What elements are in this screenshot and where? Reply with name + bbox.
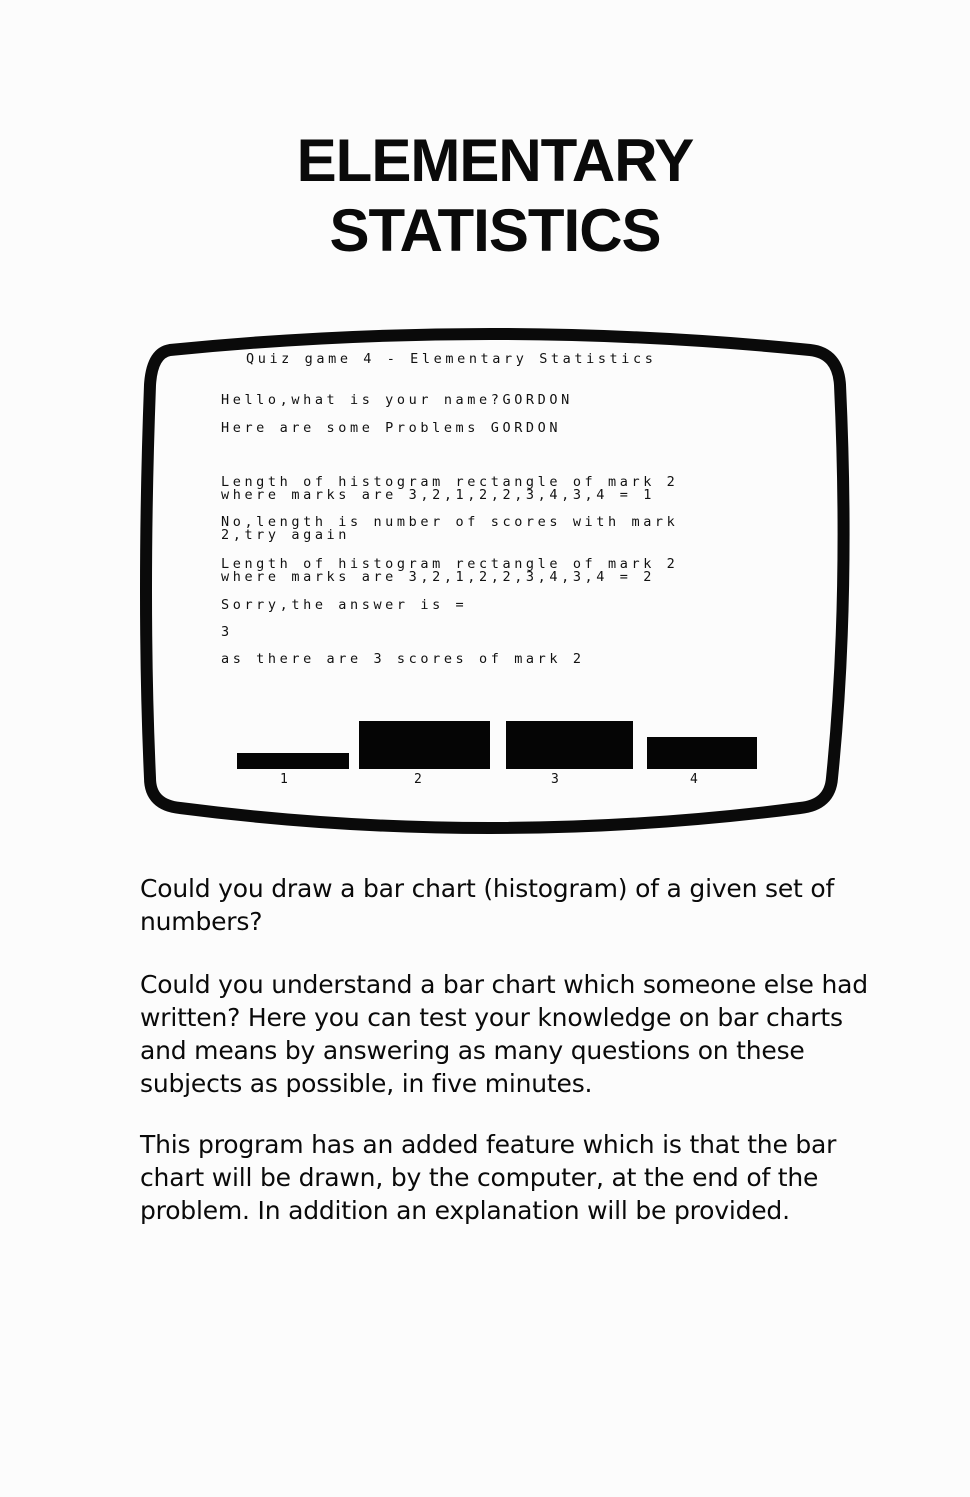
histogram-label-3: 3 [551, 772, 559, 787]
page-title-line-1: ELEMENTARY [296, 127, 694, 194]
screen-line-answer: 3 [221, 624, 233, 640]
paragraph-2: Could you understand a bar chart which someone else had written? Here you can test your knowledge on bar charts and means by answering as many questions on these subjects as possible, in five minutes. [140, 970, 868, 1098]
screen-line-name-prompt: Hello,what is your name?GORDON [221, 392, 573, 408]
histogram-bar-3 [506, 721, 633, 769]
page-title-line-2: STATISTICS [329, 197, 661, 264]
histogram-bar-1 [237, 753, 349, 769]
histogram-label-1: 1 [280, 772, 288, 787]
histogram-label-4: 4 [690, 772, 698, 787]
screen-line-sorry: Sorry,the answer is = [221, 597, 468, 613]
screen-line-hint-a: No,length is number of scores with mark [221, 514, 679, 530]
screen-line-question-2b: where marks are 3,2,1,2,2,3,4,3,4 = 2 [221, 569, 655, 585]
paragraph-1: Could you draw a bar chart (histogram) of a given set of numbers? [140, 874, 835, 936]
histogram-bar-2 [359, 721, 490, 769]
screen-line-question-1a: Length of histogram rectangle of mark 2 [221, 474, 679, 490]
histogram-bar-4 [647, 737, 757, 769]
quiz-header: Quiz game 4 - Elementary Statistics [246, 351, 657, 367]
histogram-bars [237, 721, 757, 769]
screen-line-question-2a: Length of histogram rectangle of mark 2 [221, 556, 679, 572]
histogram-label-2: 2 [414, 772, 422, 787]
screen-line-question-1b: where marks are 3,2,1,2,2,3,4,3,4 = 1 [221, 487, 655, 503]
screen-line-hint-b: 2,try again [221, 527, 351, 543]
paragraph-3: This program has an added feature which is that the bar chart will be drawn, by the computer, at the end of the problem. In addition an explanation will be provided. [140, 1130, 837, 1225]
screen-line-explanation: as there are 3 scores of mark 2 [221, 651, 585, 667]
screen-line-greeting: Here are some Problems GORDON [221, 420, 562, 436]
